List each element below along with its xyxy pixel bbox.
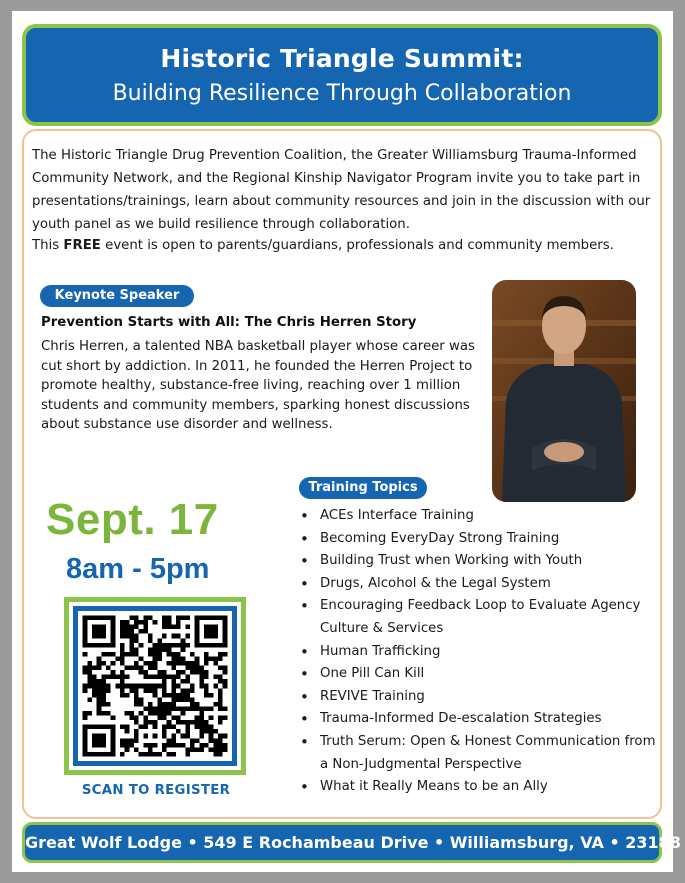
speaker-photo [492, 280, 636, 502]
free-word: FREE [63, 238, 101, 253]
event-time: 8am - 5pm [66, 553, 210, 585]
list-item: • REVIVE Training [300, 686, 660, 709]
qr-code-frame[interactable] [64, 597, 246, 775]
list-item: • Trauma-Informed De-escalation Strategies [300, 708, 660, 731]
free-suffix: event is open to parents/guardians, professionals and community members. [100, 238, 614, 253]
list-item: • Drugs, Alcohol & the Legal System [300, 573, 660, 596]
header-banner [22, 24, 662, 126]
free-prefix: This [32, 238, 64, 253]
training-topics-badge: Training Topics [299, 477, 427, 499]
keynote-title: Prevention Starts with All: The Chris Herren Story [41, 315, 417, 330]
page-title: Historic Triangle Summit: [160, 44, 524, 73]
qr-code-icon[interactable] [73, 606, 237, 766]
training-topics-list [300, 505, 660, 799]
keynote-speaker-badge: Keynote Speaker [40, 285, 194, 307]
list-item: • Encouraging Feedback Loop to Evaluate Agency Culture & Services [300, 595, 660, 640]
scan-to-register-label: SCAN TO REGISTER [81, 783, 231, 798]
flyer-page [12, 11, 681, 872]
event-date: Sept. 17 [46, 495, 219, 544]
list-item: • One Pill Can Kill [300, 663, 660, 686]
intro-paragraph: The Historic Triangle Drug Prevention Coalition, the Greater Williamsburg Trauma-Informed Community Network, and the Regional Kinship Navigator Program invite you to take part in presentations/trainings, learn about community resources and join in the discussion with our youth panel as we build resilience through collaboration. [32, 148, 651, 232]
keynote-description: Chris Herren, a talented NBA basketball player whose career was cut short by addiction. In 2011, he founded the Herren Project to promote healthy, substance-free living, reaching over 1 million students and community members, sparking honest discussions about substance use disorder and wellness. [41, 339, 475, 432]
list-item: • ACEs Interface Training [300, 505, 660, 528]
page-subtitle: Building Resilience Through Collaboration [112, 81, 572, 106]
list-item: • Building Trust when Working with Youth [300, 550, 660, 573]
list-item: • What it Really Means to be an Ally [300, 776, 660, 799]
free-event-line [32, 238, 662, 253]
list-item: • Human Trafficking [300, 641, 660, 664]
list-item: • Truth Serum: Open & Honest Communication from a Non-Judgmental Perspective [300, 731, 660, 776]
footer-address-banner: Great Wolf Lodge • 549 E Rochambeau Drive • Williamsburg, VA • 23188 [22, 822, 662, 863]
list-item: • Becoming EveryDay Strong Training [300, 528, 660, 551]
